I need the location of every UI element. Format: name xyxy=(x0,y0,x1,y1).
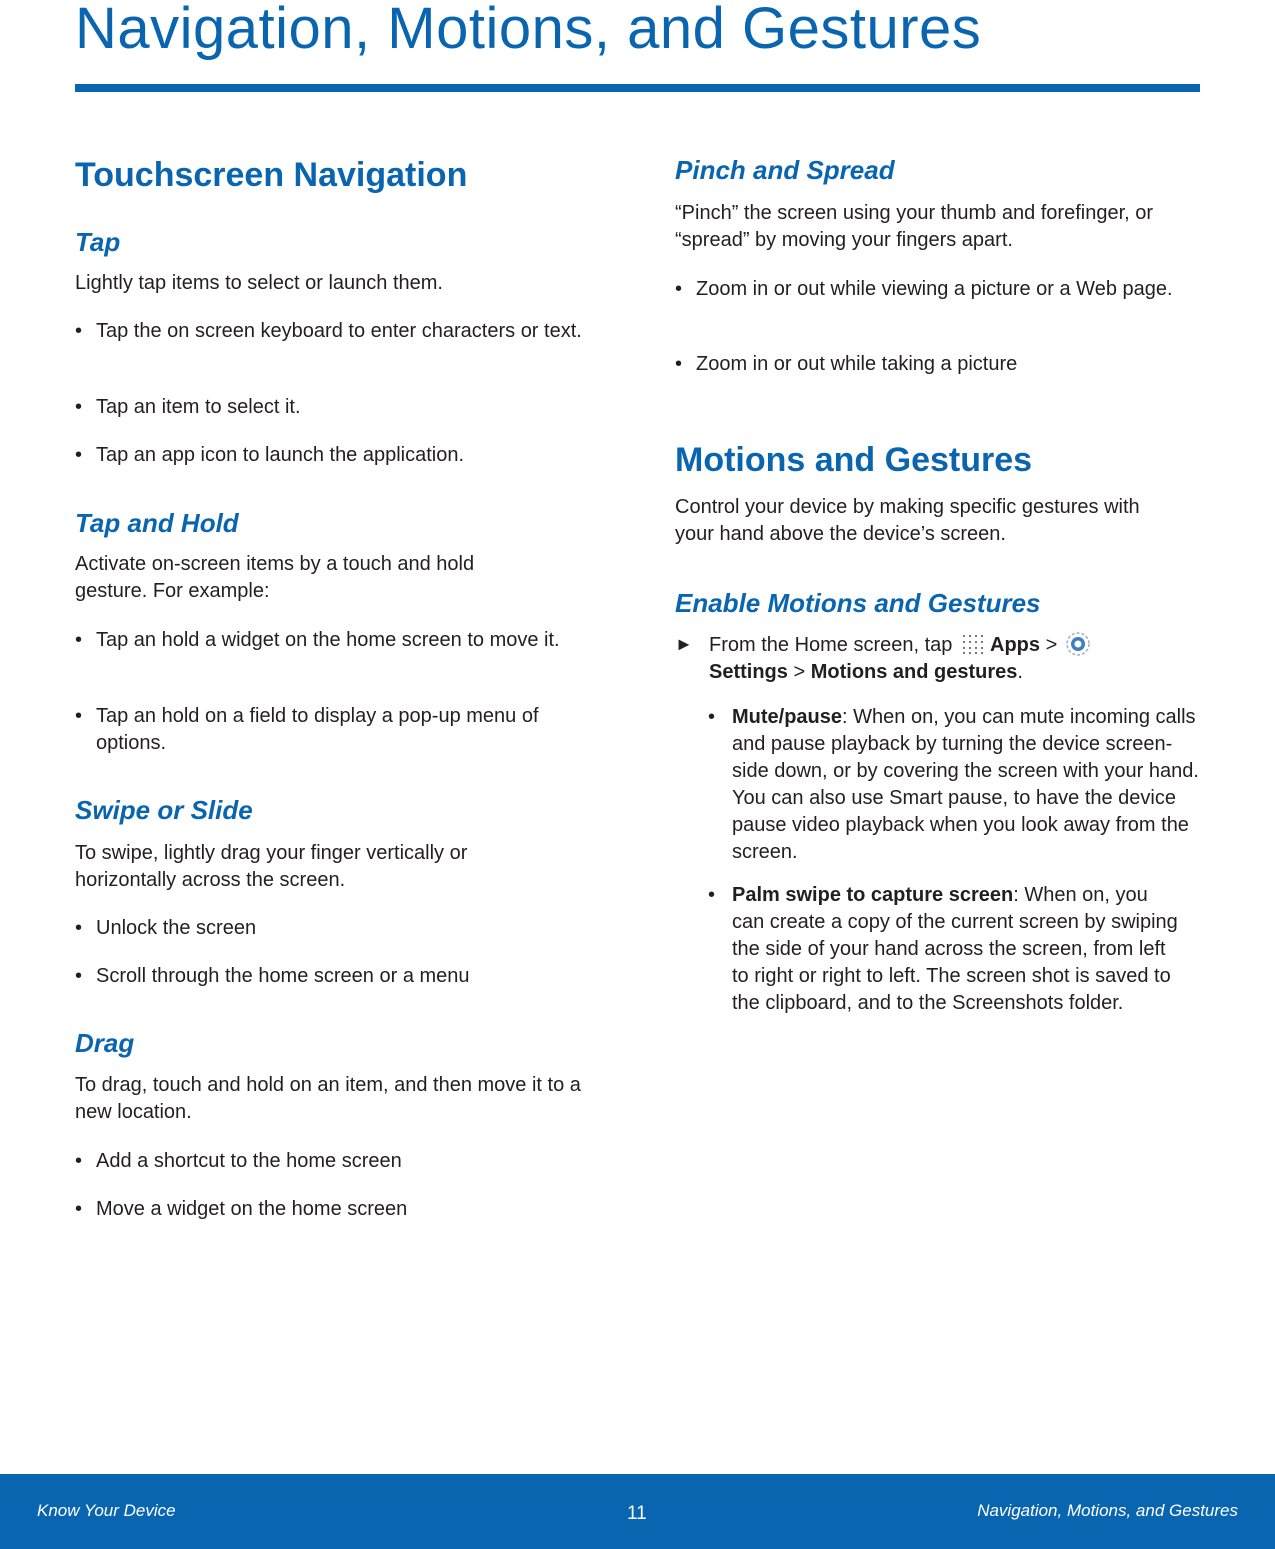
bullet-icon: • xyxy=(75,917,83,939)
list-item: • Zoom in or out while viewing a picture or a Web page. xyxy=(675,276,1201,303)
bullet-icon: • xyxy=(75,396,83,418)
motions-intro: Control your device by making specific gestures with your hand above the device’s screen. xyxy=(675,496,1140,545)
bullet-icon: • xyxy=(675,353,683,375)
list-item: • Tap an hold a widget on the home screen to move it. xyxy=(75,627,601,654)
pinch-intro: “Pinch” the screen using your thumb and forefinger, or “spread” by moving your fingers apart. xyxy=(675,202,1154,251)
list-item: • Move a widget on the home screen xyxy=(75,1196,606,1223)
settings-gear-icon xyxy=(1065,631,1091,657)
bullet-icon: • xyxy=(75,629,83,651)
footer-section: Navigation, Motions, and Gestures xyxy=(977,1501,1238,1520)
heading-enable-motions: Enable Motions and Gestures xyxy=(675,588,1041,618)
bullet-icon: • xyxy=(75,1150,83,1172)
list-item: • Scroll through the home screen or a menu xyxy=(75,963,606,990)
tap-intro: Lightly tap items to select or launch them. xyxy=(75,272,443,294)
list-item: • Add a shortcut to the home screen xyxy=(75,1148,606,1175)
page-title: Navigation, Motions, and Gestures xyxy=(75,0,982,61)
list-item: • Tap the on screen keyboard to enter characters or text. xyxy=(75,318,606,345)
bullet-icon: • xyxy=(708,884,716,906)
heading-tap: Tap xyxy=(75,227,121,257)
list-item: • Tap an item to select it. xyxy=(75,394,606,421)
instruction-step: ► From the Home screen, tap Apps > Settings > Motions and gestures. xyxy=(675,631,1205,686)
arrow-right-icon: ► xyxy=(675,634,693,654)
heading-drag: Drag xyxy=(75,1028,135,1058)
bullet-icon: • xyxy=(75,705,83,727)
bullet-icon: • xyxy=(75,320,83,342)
list-item: • Tap an app icon to launch the application. xyxy=(75,442,606,469)
section-title-motions: Motions and Gestures xyxy=(675,441,1033,479)
list-item: • Tap an hold on a field to display a pop-up menu of options. xyxy=(75,705,539,754)
heading-pinch: Pinch and Spread xyxy=(675,155,895,185)
heading-swipe: Swipe or Slide xyxy=(75,795,253,825)
bullet-icon: • xyxy=(675,278,683,300)
bullet-icon: • xyxy=(75,965,83,987)
tap-hold-intro: Activate on-screen items by a touch and hold gesture. For example: xyxy=(75,553,475,602)
page-footer xyxy=(0,1474,1275,1549)
swipe-intro: To swipe, lightly drag your finger vertically or horizontally across the screen. xyxy=(75,842,468,891)
title-divider xyxy=(75,84,1200,92)
heading-tap-and-hold: Tap and Hold xyxy=(75,508,239,538)
page-number: 11 xyxy=(627,1503,647,1524)
bullet-icon: • xyxy=(75,1198,83,1220)
list-item: • Zoom in or out while taking a picture xyxy=(675,351,1206,378)
drag-intro: To drag, touch and hold on an item, and then move it to a new location. xyxy=(75,1074,581,1123)
list-item: • Palm swipe to capture screen: When on, you can create a copy of the current screen by swiping the side of your hand across the screen, from left to right or right to left. The screen shot is saved to the clipboard, and to the Screenshots folder. xyxy=(708,884,1178,1014)
list-item: • Unlock the screen xyxy=(75,915,606,942)
list-item: • Mute/pause: When on, you can mute incoming calls and pause playback by turning the device screen-side down, or by covering the screen with your hand. You can also use Smart pause, to have the device pause video playback when you look away from the screen. xyxy=(708,706,1199,863)
bullet-icon: • xyxy=(708,706,716,728)
apps-grid-icon xyxy=(961,633,987,655)
section-title-touchscreen: Touchscreen Navigation xyxy=(75,156,468,194)
bullet-icon: • xyxy=(75,444,83,466)
footer-chapter: Know Your Device xyxy=(37,1501,176,1520)
